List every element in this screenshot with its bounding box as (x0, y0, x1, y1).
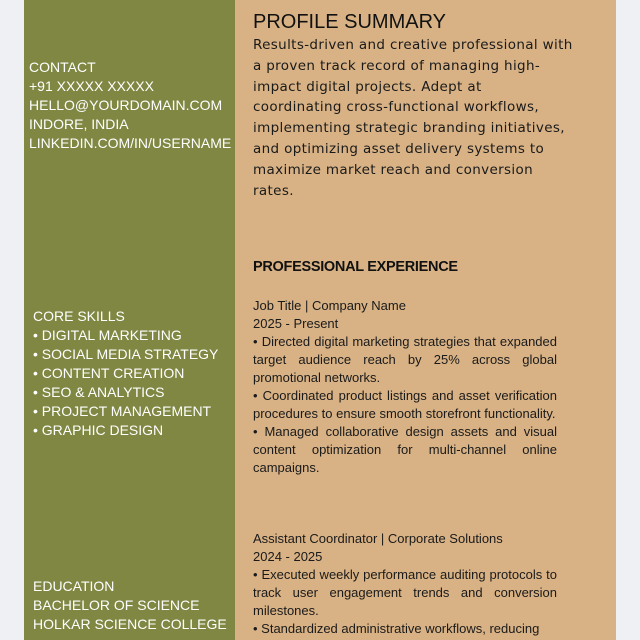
skill-item: • CONTENT CREATION (33, 365, 185, 381)
skill-item: • SOCIAL MEDIA STRATEGY (33, 346, 219, 362)
resume-page (24, 0, 616, 640)
contact-location: INDORE, INDIA (29, 116, 129, 132)
job-dates: 2024 - 2025 (253, 549, 323, 564)
job-bullet: • Standardized administrative workflows, reducing (253, 621, 540, 636)
job-entry (253, 530, 557, 638)
job-role: Job Title | Company Name (253, 298, 406, 313)
job-bullet: • Directed digital marketing strategies that expanded target audience reach by 25% across global promotional networks. (253, 334, 557, 385)
contact-email: HELLO@YOURDOMAIN.COM (29, 97, 223, 113)
contact-linkedin: LINKEDIN.COM/IN/USERNAME (29, 135, 232, 151)
job-bullet: • Managed collaborative design assets and visual content optimization for multi-channel online campaigns. (253, 424, 557, 475)
job-role: Assistant Coordinator | Corporate Solutions (253, 531, 503, 546)
skill-item: • SEO & ANALYTICS (33, 384, 165, 400)
education-heading: EDUCATION (33, 578, 115, 594)
skill-item: • PROJECT MANAGEMENT (33, 403, 212, 419)
job-entry (253, 297, 557, 477)
summary-title: PROFILE SUMMARY (253, 11, 446, 33)
skills-heading: CORE SKILLS (33, 308, 125, 324)
job-bullet: • Coordinated product listings and asset verification procedures to ensure smooth storefront functionality. (253, 388, 557, 421)
contact-section (29, 58, 231, 153)
experience-title: PROFESSIONAL EXPERIENCE (253, 259, 458, 275)
skill-item: • GRAPHIC DESIGN (33, 422, 164, 438)
skills-section (33, 307, 218, 440)
contact-heading: CONTACT (29, 59, 96, 75)
skill-item: • DIGITAL MARKETING (33, 327, 182, 343)
education-college: HOLKAR SCIENCE COLLEGE (33, 616, 227, 632)
job-bullet: • Executed weekly performance auditing protocols to track user engagement trends and conversion milestones. (253, 567, 557, 618)
main-content (235, 0, 616, 640)
education-section (33, 577, 227, 634)
summary-text: Results-driven and creative professional with a proven track record of managing high-impact digital projects. Adept at coordinating cross-functional workflows, implementing strategic branding initiatives, and optimizing asset delivery systems to maximize market reach and conversion rates. (253, 37, 573, 199)
education-degree: BACHELOR OF SCIENCE (33, 597, 200, 613)
sidebar (24, 0, 235, 640)
contact-phone: +91 XXXXX XXXXX (29, 78, 154, 94)
job-dates: 2025 - Present (253, 316, 339, 331)
